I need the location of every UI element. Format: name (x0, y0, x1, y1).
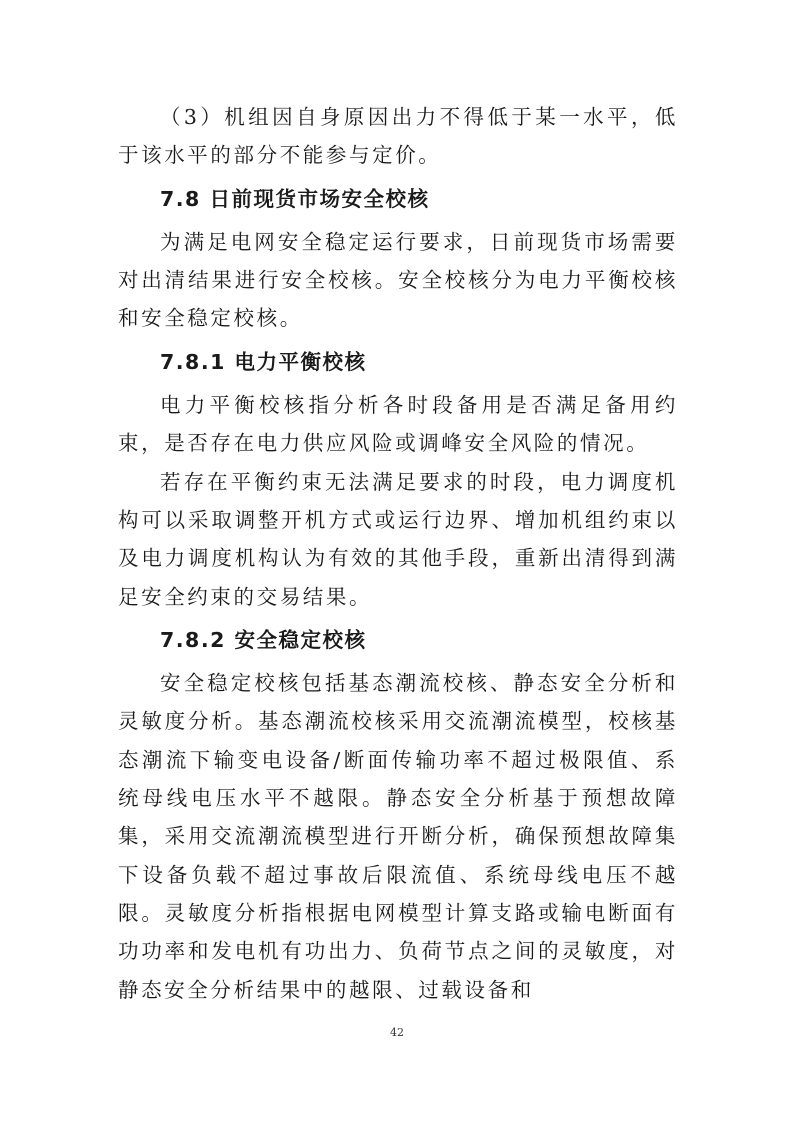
paragraph-power-balance-measures: 若存在平衡约束无法满足要求的时段，电力调度机构可以采取调整开机方式或运行边界、增加机组约束以及电力调度机构认为有效的其他手段，重新出清得到满足安全约束的交易结果。 (118, 469, 678, 609)
paragraph-item-3: （3）机组因自身原因出力不得低于某一水平，低于该水平的部分不能参与定价。 (118, 105, 678, 168)
page-number: 42 (390, 1026, 404, 1039)
section-heading-7-8: 7.8 日前现货市场安全校核 (160, 186, 430, 211)
paragraph-stability-check: 安全稳定校核包括基态潮流校核、静态安全分析和灵敏度分析。基态潮流校核采用交流潮流模型，校核基态潮流下输变电设备/断面传输功率不超过极限值、系统母线电压水平不越限。静态安全分析基于预想故障集，采用交流潮流模型进行开断分析，确保预想故障集下设备负载不超过事故后限流值、系统母线电压不越限。灵敏度分析指根据电网模型计算支路或输电断面有功功率和发电机有功出力、负荷节点之间的灵敏度，对静态安全分析结果中的越限、过载设备和 (118, 671, 678, 1002)
section-heading-7-8-1: 7.8.1 电力平衡校核 (160, 349, 367, 374)
section-heading-7-8-2: 7.8.2 安全稳定校核 (160, 627, 367, 652)
paragraph-power-balance-definition: 电力平衡校核指分析各时段备用是否满足备用约束，是否存在电力供应风险或调峰安全风险的情况。 (118, 393, 678, 456)
page-body (118, 98, 678, 1009)
paragraph-security-check-intro: 为满足电网安全稳定运行要求，日前现货市场需要对出清结果进行安全校核。安全校核分为电力平衡校核和安全稳定校核。 (118, 229, 678, 331)
